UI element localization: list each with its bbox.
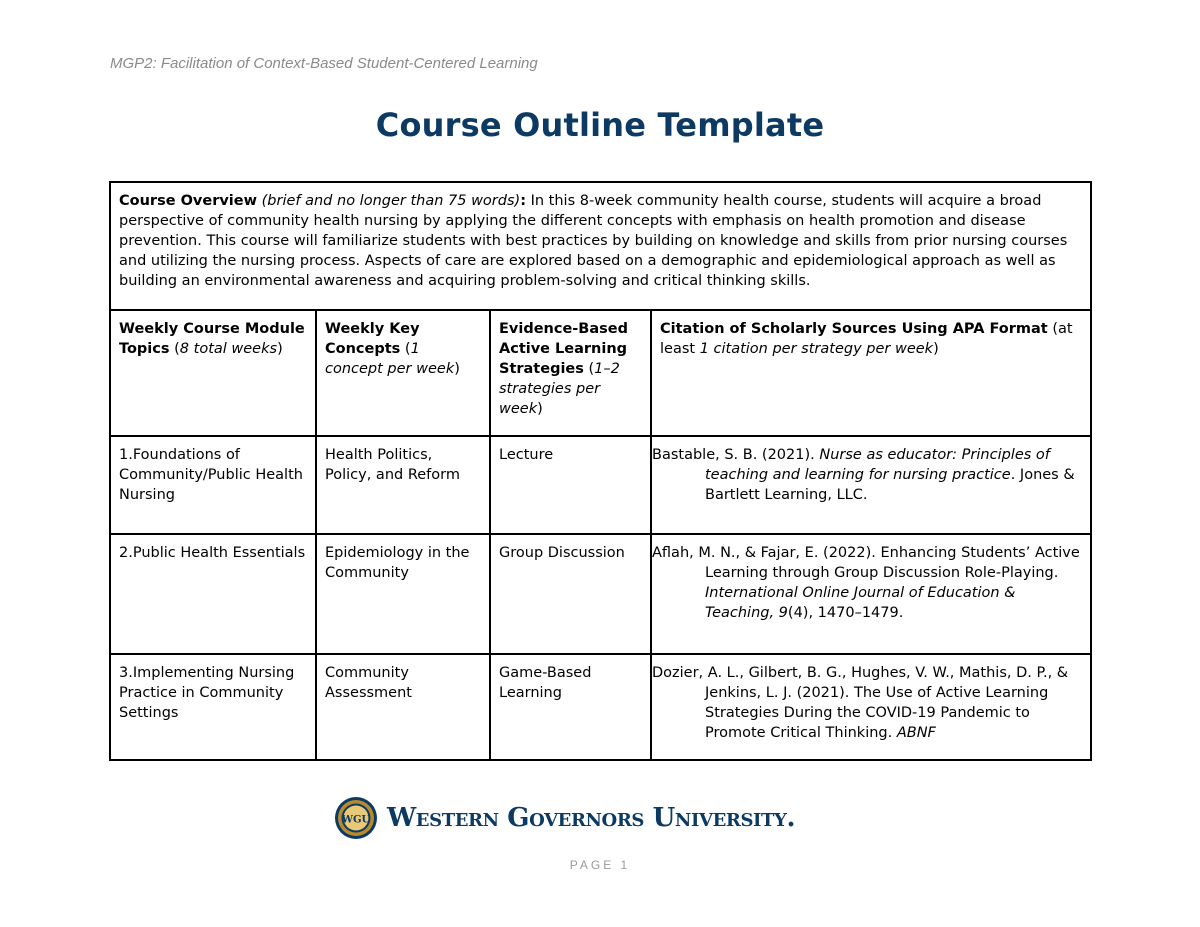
header-citations-pre: (at least [660,321,1073,357]
header-strategies [490,310,651,436]
table-row [110,534,1091,654]
table-row [110,436,1091,534]
header-concepts-bold: Weekly Key Concepts [325,321,420,357]
header-concepts [316,310,490,436]
course-outline-table [109,181,1092,761]
overview-label: Course Overview [119,193,258,209]
citation-text: Dozier, A. L., Gilbert, B. G., Hughes, V. W., Mathis, D. P., & Jenkins, L. J. (2021). The Use of Active Learning Strategies During the COVID-19 Pandemic to Promote Critical Thinking. [652,665,1069,741]
header-note: MGP2: Facilitation of Context-Based Student-Centered Learning [110,55,538,72]
header-strategies-paren-close: ) [537,401,543,417]
citation-text-end: . Jones & Bartlett Learning, LLC. [705,467,1075,503]
header-topics-bold: Weekly Course Module Topics [119,321,305,357]
strategy-cell: Game-Based Learning [490,654,651,760]
header-concepts-paren-open: ( [400,341,411,357]
citation-text-end: (4), 1470–1479. [787,605,904,621]
overview-colon: : [520,193,526,209]
header-topics-paren-close: ) [277,341,283,357]
citation-cell [651,654,1091,760]
page-number: PAGE 1 [569,858,631,872]
header-strategies-paren-open: ( [583,361,595,377]
wordmark-text: Western Governors University [387,803,787,833]
header-concepts-italic: 1 concept per week [325,341,455,377]
topic-cell: 3.Implementing Nursing Practice in Community Settings [110,654,316,760]
header-citations-italic: 1 citation per strategy per week [699,341,934,357]
citation-cell [651,436,1091,534]
header-strategies-bold: Evidence-Based Active Learning Strategies [499,321,628,377]
topic-cell: 1.Foundations of Community/Public Health Nursing [110,436,316,534]
header-concepts-paren-close: ) [454,361,460,377]
overview-text: In this 8-week community health course, students will acquire a broad perspective of community health nursing by applying the different concepts with emphasis on health promotion and disease prevention. This course will familiarize students with best practices by building on knowledge and skills from prior nursing courses and utilizing the nursing process. Aspects of care are explored based on a demographic and epidemiological approach as well as building an environmental awareness and acquiring problem-solving and critical thinking skills. [119,193,1068,289]
header-topics-paren-open: ( [169,341,180,357]
topic-cell: 2.Public Health Essentials [110,534,316,654]
page-title: Course Outline Template [375,106,825,144]
strategy-cell: Group Discussion [490,534,651,654]
concept-cell: Health Politics, Policy, and Reform [316,436,490,534]
header-citations-bold: Citation of Scholarly Sources Using APA Format [660,321,1048,337]
header-strategies-italic: 1–2 strategies per week [499,361,620,417]
citation-text: Bastable, S. B. (2021). [652,447,820,463]
wgu-wordmark [387,803,795,833]
citation-italic: International Online Journal of Education & Teaching, 9 [705,585,1016,621]
table-row [110,654,1091,760]
overview-qualifier: (brief and no longer than 75 words) [261,193,521,209]
wordmark-trademark: . [786,803,796,833]
citation-cell [651,534,1091,654]
column-header-row [110,310,1091,436]
header-topics-italic: 8 total weeks [179,341,278,357]
concept-cell: Epidemiology in the Community [316,534,490,654]
wgu-logo [334,796,854,840]
header-citations [651,310,1091,436]
header-topics [110,310,316,436]
header-citations-post: ) [933,341,939,357]
seal-text: WGU [341,814,371,826]
citation-italic: Nurse as educator: Principles of teaching and learning for nursing practice [705,447,1050,483]
concept-cell: Community Assessment [316,654,490,760]
wgu-seal-icon [334,796,378,840]
overview-row [110,182,1091,310]
strategy-cell: Lecture [490,436,651,534]
citation-text: Aflah, M. N., & Fajar, E. (2022). Enhancing Students’ Active Learning through Group Discussion Role-Playing. [652,545,1080,581]
overview-cell [110,182,1091,310]
citation-italic: ABNF [896,725,936,741]
